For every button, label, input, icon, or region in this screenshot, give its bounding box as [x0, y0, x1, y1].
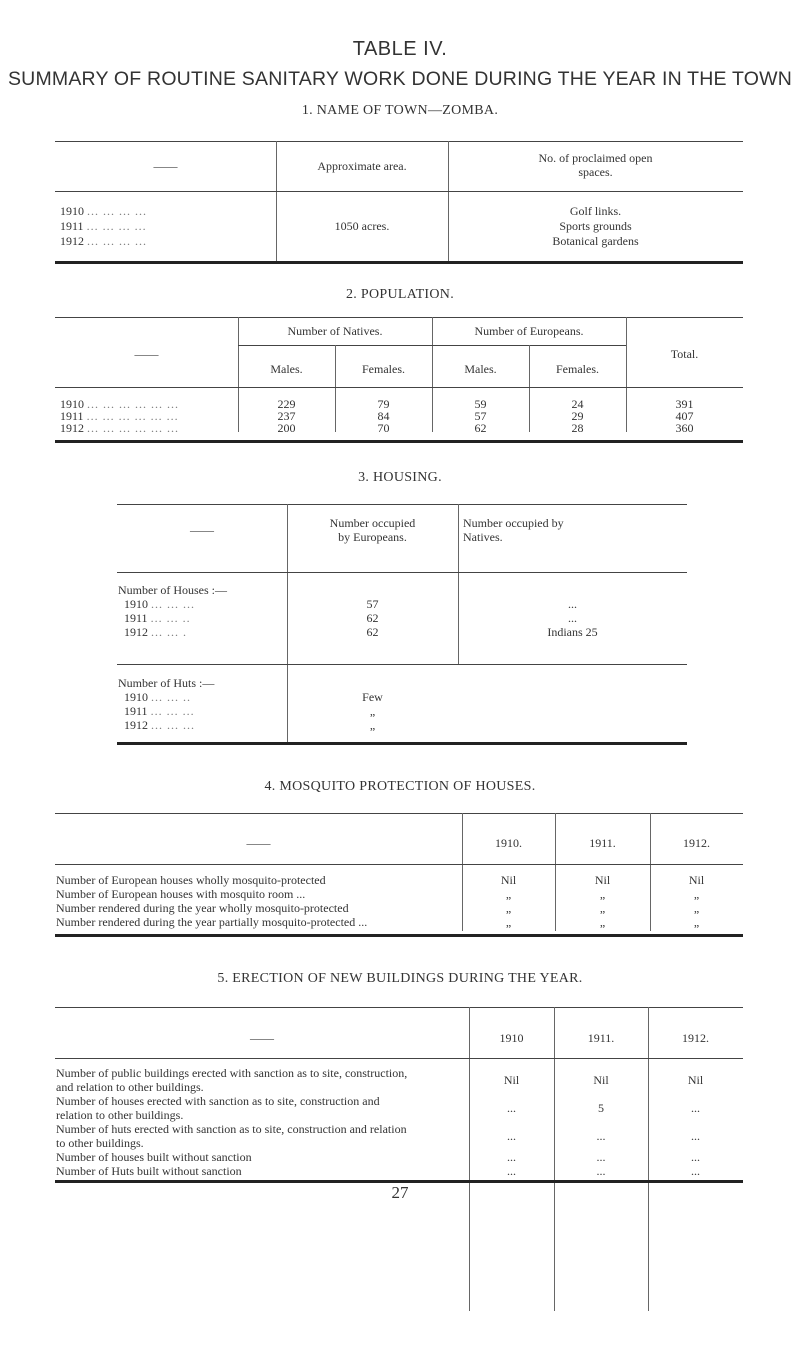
table-number: TABLE IV. — [352, 38, 448, 60]
s5-row-label: Number of huts erected with sanction as to site, construction and relation — [56, 1122, 407, 1136]
s1-space: Sports grounds — [559, 219, 632, 233]
s1-area: 1050 acres. — [334, 219, 390, 233]
s5-row-label: Number of houses built without sanction — [56, 1150, 252, 1164]
s5-row-label: Number of houses erected with sanction as to site, construction and — [56, 1094, 380, 1108]
s3-col-natives: Number occupied by — [463, 516, 564, 530]
s1-col-area: Approximate area. — [317, 159, 407, 173]
s4-row-label: Number of European houses wholly mosquito-protected — [56, 873, 326, 887]
s5-row-label: Number of public buildings erected with sanction as to site, construction, — [56, 1066, 408, 1080]
s1-space: Golf links. — [569, 204, 622, 218]
page-number: 27 — [391, 1183, 409, 1202]
section-4-title: 4. MOSQUITO PROTECTION OF HOUSES. — [264, 779, 536, 794]
s1-year: 1910 ... ... ... ... — [60, 204, 147, 218]
page-title: SUMMARY OF ROUTINE SANITARY WORK DONE DURING THE YEAR IN THE TOWN — [7, 68, 793, 90]
s1-year: 1911 ... ... ... ... — [60, 219, 147, 233]
s5-row-label: Number of Huts built without sanction — [56, 1164, 242, 1178]
s3-huts-label: Number of Huts :— — [118, 676, 215, 690]
s4-row-label: Number rendered during the year partially mosquito-protected ... — [56, 915, 368, 929]
section-5-title: 5. ERECTION OF NEW BUILDINGS DURING THE YEAR. — [217, 971, 583, 986]
section-1-title: 1. NAME OF TOWN—ZOMBA. — [301, 103, 499, 118]
s1-space: Botanical gardens — [552, 234, 639, 248]
s2-col-europeans: Number of Europeans. — [474, 324, 584, 338]
s4-row-label: Number of European houses with mosquito room ... — [56, 887, 306, 901]
s2-col-natives: Number of Natives. — [287, 324, 383, 338]
s2-col-total: Total. — [670, 347, 699, 361]
document-page: TABLE IV. SUMMARY OF ROUTINE SANITARY WORK DONE DURING THE YEAR IN THE TOWN 1. NAME OF TOWN—ZOMBA. —— Approximate area. No. of proclaimed open spaces. 1910 ... ... ... ... 1911 ... ... ... ... 1912 ... ... ... ... 1050 acres. Golf links. Sports grounds Botanical gardens 2. POPULATION. —— Number of Natives. Number of Europeans. Total. Males. Females. Males. Females. 1910 ... ... ... ... ... ... 229 79 59 24 391 1911 ... ... ... ... ... ... 237 84 57 29 407 1912 ... ... ... ... ... ... 200 70 62 28 360 3. HOUSING. —— Number occupied by Europeans. Number occupied by Natives. Number of Houses :— 1910 ... ... ... 1911 ... ... .. 1912 ... ... . 57 62 62 ... ... Indians 25 Number of Huts :— 1910 ... ... .. 1911 ... ... ... 1912 ... ... ... Few „ „ 4. MOSQUITO PROTECTION OF HOUSES. —— 1910. 1911. 1912. Number of European houses wholly mosquito-protected Number of European houses with mosquito room ... Number rendered during the year wholly mosquito-protected Number rendered during the year partially mosquito-protected ... Nil Nil Nil „ „ „ „ „ „ „ „ „ 5. ERECTION OF NEW BUILDINGS DURING THE YEAR. —— 1910 1911. 1912. Number of public buildings erected with sanction as to site, construction, and relation to other buildings. Number of houses erected with sanction as to site, construction and relation to other buildings. Number of huts erected with sanction as to site, construction and relation to other buildings. Number of houses built without sanction Number of Huts built without sanction Nil ... ... ... ... Nil 5 ... ... ... Nil ... ... ... ... 27 — [0, 0, 800, 1352]
s3-houses-label: Number of Houses :— — [118, 583, 227, 597]
s1-col-spaces: No. of proclaimed open — [538, 151, 653, 165]
s1-year: 1912 ... ... ... ... — [60, 234, 147, 248]
s3-col-europeans: Number occupied — [329, 516, 416, 530]
section-3-title: 3. HOUSING. — [358, 470, 442, 485]
s4-row-label: Number rendered during the year wholly mosquito-protected — [56, 901, 349, 915]
section-2-title: 2. POPULATION. — [345, 287, 455, 302]
s1-top-rule — [55, 141, 743, 142]
